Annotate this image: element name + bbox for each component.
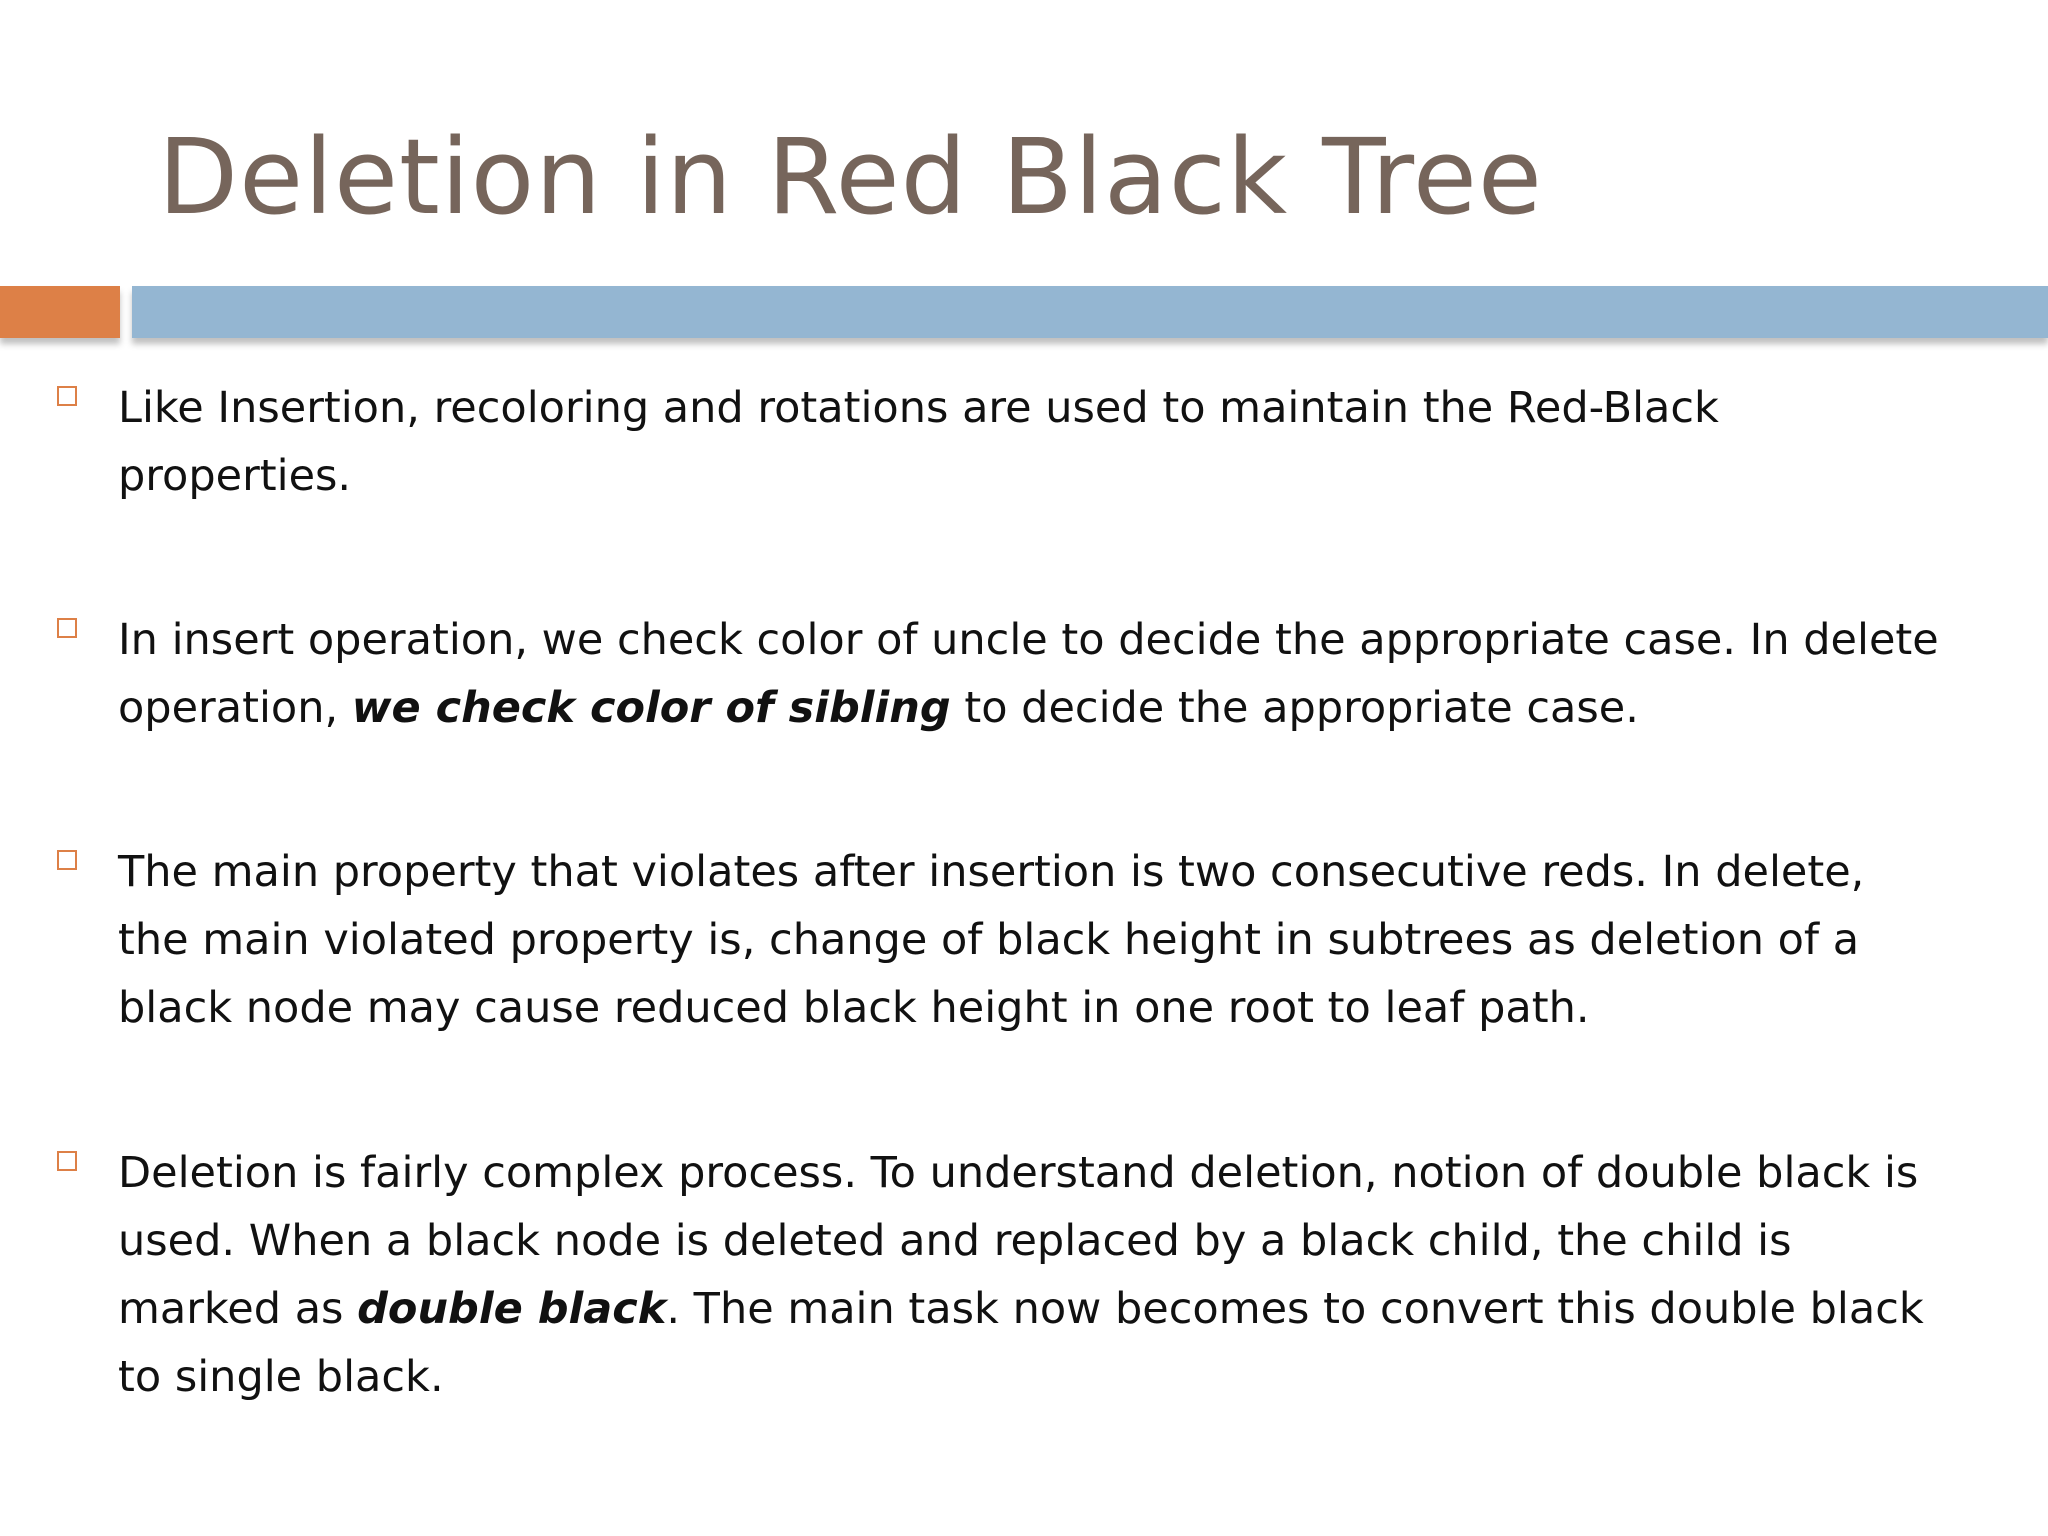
bullet-text-post: . The main task now becomes to convert this double black to single black.: [118, 1284, 1924, 1402]
bullet-text-plain: The main property that violates after insertion is two consecutive reds. In delete, the main violated property is, change of black height in subtrees as deletion of a black node may cause reduced black height in one root to leaf path.: [118, 847, 1865, 1033]
square-bullet-icon: [57, 850, 77, 870]
bullet-text: [118, 1139, 1948, 1411]
slide-title: Deletion in Red Black Tree: [158, 116, 1543, 238]
bullet-text-pre: Deletion is fairly complex process. To understand deletion, notion of double black is used. When a black node is deleted and replaced by a black child, the child is marked as: [118, 1148, 1919, 1334]
bullet-text-emphasis: we check color of sibling: [351, 683, 951, 733]
bullet-text: [118, 374, 1948, 510]
bullet-text: [118, 838, 1948, 1042]
bullet-text-plain: Like Insertion, recoloring and rotations are used to maintain the Red-Black properties.: [118, 383, 1719, 501]
square-bullet-icon: [57, 386, 77, 406]
square-bullet-icon: [57, 618, 77, 638]
bullet-text-post: to decide the appropriate case.: [950, 683, 1639, 733]
bullet-text: [118, 606, 1948, 742]
bullet-text-pre: In insert operation, we check color of uncle to decide the appropriate case. In delete operation,: [118, 615, 1939, 733]
bullet-text-emphasis: double black: [357, 1284, 667, 1334]
square-bullet-icon: [57, 1151, 77, 1171]
